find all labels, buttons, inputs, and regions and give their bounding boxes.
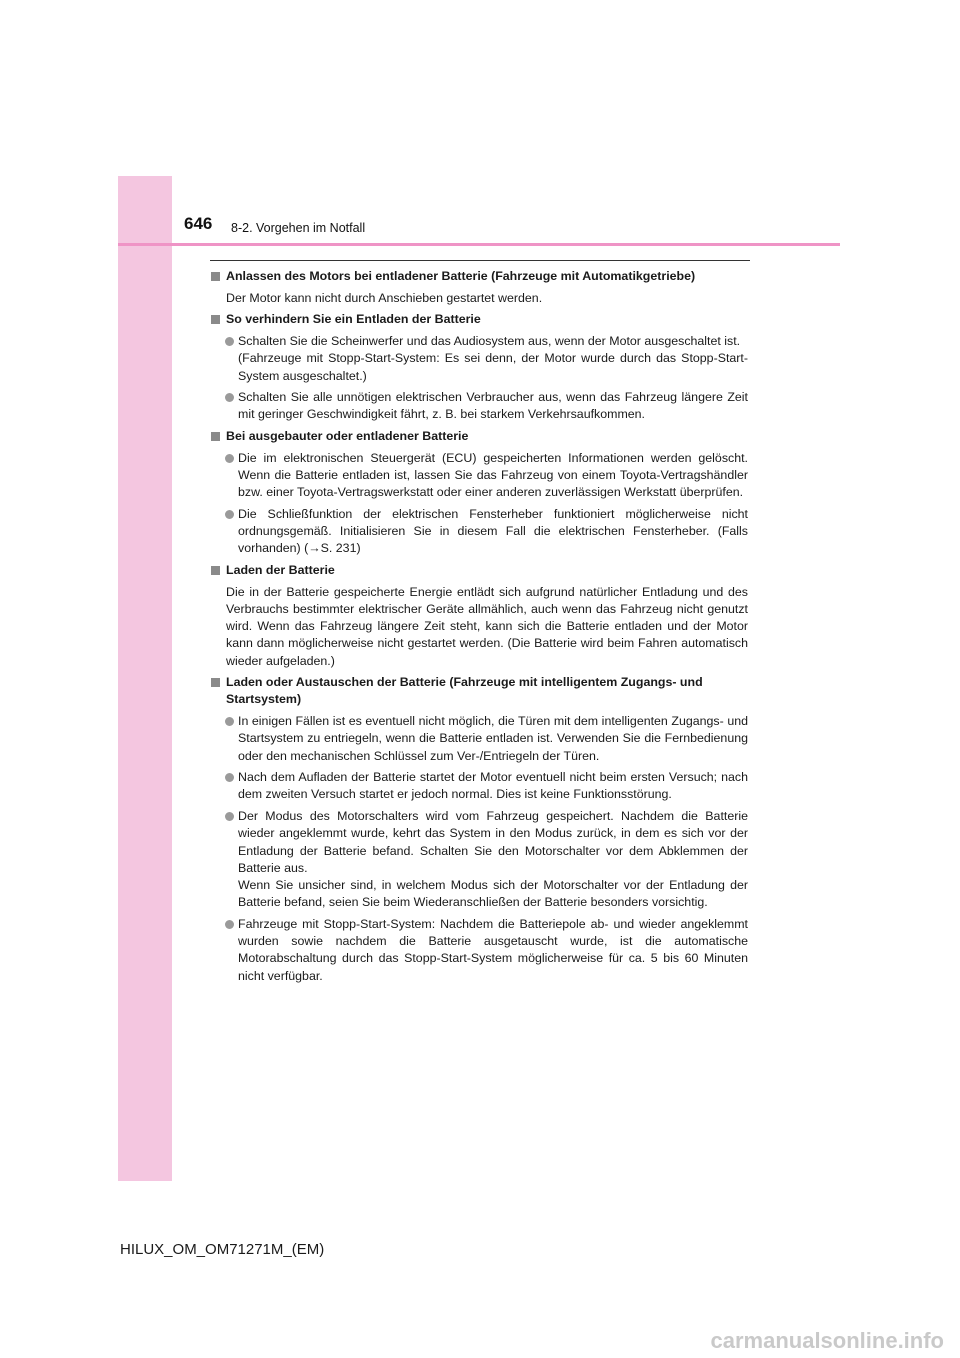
bullet-text: Schalten Sie alle unnötigen elektrischen Verbraucher aus, wenn das Fahrzeug längere Zeit mit geringer Geschwindigkeit fährt, z. B. bei starkem Verkehrsaufkommen. <box>238 390 748 422</box>
bullet-text: Schalten Sie die Scheinwerfer und das Audiosystem aus, wenn der Motor ausgeschaltet ist. (Fahrzeuge mit Stopp-Start-System: Es sei denn, der Motor wurde durch das Stopp-Start-System ausgeschaltet.) <box>238 334 748 383</box>
note-heading-text: So verhindern Sie ein Entladen der Batterie <box>226 312 481 327</box>
bullet-item <box>210 769 748 803</box>
round-bullet-icon <box>225 812 234 821</box>
content-body <box>210 268 748 989</box>
square-bullet-icon <box>211 678 220 687</box>
side-color-band <box>118 176 172 1181</box>
round-bullet-icon <box>225 393 234 402</box>
round-bullet-icon <box>225 337 234 346</box>
note-section <box>210 311 748 423</box>
bullet-text: Fahrzeuge mit Stopp-Start-System: Nachdem die Batteriepole ab- und wieder angeklemmt wurden sowie nachdem die Batterie ausgetauscht wurde, ist die automatische Motorabschaltung durch das Stopp-Start-System möglicherweise für ca. 5 bis 60 Minuten nicht verfügbar. <box>238 916 748 983</box>
page-header <box>118 176 840 244</box>
note-heading <box>210 428 748 445</box>
round-bullet-icon <box>225 773 234 782</box>
square-bullet-icon <box>211 272 220 281</box>
square-bullet-icon <box>211 432 220 441</box>
bullet-item <box>210 389 748 423</box>
round-bullet-icon <box>225 510 234 519</box>
note-heading-text: Laden oder Austauschen der Batterie (Fahrzeuge mit intelligentem Zugangs- und Startsystem) <box>226 675 703 707</box>
square-bullet-icon <box>211 315 220 324</box>
note-heading <box>210 674 748 708</box>
page-number: 646 <box>184 214 213 233</box>
bullet-text: Die Schließfunktion der elektrischen Fensterheber funktioniert möglicherweise nicht ordnungsgemäß. Initialisieren Sie in diesem Fall die elektrischen Fensterheber. (Falls vorhanden) (→S. 231) <box>238 506 748 556</box>
bullet-text: In einigen Fällen ist es eventuell nicht möglich, die Türen mit dem intelligenten Zugangs- und Startsystem zu entriegeln, wenn die Batterie entladen ist. Verwenden Sie die Fernbedienung oder den mechanischen Schlüssel zum Ver-/Entriegeln der Türen. <box>238 714 748 763</box>
note-heading <box>210 268 748 285</box>
bullet-text: Nach dem Aufladen der Batterie startet der Motor eventuell nicht beim ersten Versuch; nach dem zweiten Versuch startet er jedoch normal. Dies ist keine Funktionsstörung. <box>238 770 748 802</box>
header-accent-rule <box>118 243 840 246</box>
round-bullet-icon <box>225 717 234 726</box>
footer-doc-id: HILUX_OM_OM71271M_(EM) <box>120 1241 325 1258</box>
note-heading-text: Laden der Batterie <box>226 563 335 578</box>
note-section <box>210 268 748 307</box>
note-paragraph: Der Motor kann nicht durch Anschieben gestartet werden. <box>226 290 543 305</box>
bullet-item <box>210 808 748 911</box>
bullet-text: Die im elektronischen Steuergerät (ECU) gespeicherten Informationen werden gelöscht. Wenn die Batterie entladen ist, lassen Sie das Fahrzeug von einem Toyota-Vertragshändler bzw. einer Toyota-Vertragswerkstatt oder einer anderen zuverlässigen Werkstatt überprüfen. <box>238 450 748 500</box>
square-bullet-icon <box>211 566 220 575</box>
note-section <box>210 674 748 984</box>
section-title: 8-2. Vorgehen im Notfall <box>231 221 366 235</box>
note-section <box>210 428 748 557</box>
round-bullet-icon <box>225 920 234 929</box>
bullet-item <box>210 916 748 985</box>
bullet-item <box>210 506 748 558</box>
watermark: carmanualsonline.info <box>710 1328 944 1353</box>
bullet-item <box>210 713 748 765</box>
note-paragraph: Die in der Batterie gespeicherte Energie entlädt sich aufgrund natürlicher Entladung und des Verbrauchs bestimmter elektrischer Geräte allmählich, auch wenn das Fahrzeug nicht genutzt wird. Wenn das Fahrzeug längere Zeit steht, kann sich die Batterie entladen und der Motor kann dann möglicherweise nicht gestartet werden. (Die Batterie wird beim Fahren automatisch wieder aufgeladen.) <box>226 584 748 668</box>
note-section <box>210 562 748 670</box>
note-heading-text: Anlassen des Motors bei entladener Batterie (Fahrzeuge mit Automatikgetriebe) <box>226 269 696 283</box>
note-heading <box>210 562 748 579</box>
bullet-text: Der Modus des Motorschalters wird vom Fahrzeug gespeichert. Nachdem die Batterie wieder angeklemmt wurde, kehrt das System in den Modus zurück, in dem es sich vor der Entladung der Batterie befand. Schalten Sie den Motorschalter vor dem Abklemmen der Batterie aus. Wenn Sie unsicher sind, in welchem Modus sich der Motorschalter vor der Entladung der Batterie befand, seien Sie beim Wiederanschließen der Batterie besonders vorsichtig. <box>238 809 748 910</box>
bullet-item <box>210 450 748 502</box>
note-heading-text: Bei ausgebauter oder entladener Batterie <box>226 429 469 444</box>
note-heading <box>210 311 748 328</box>
content-top-rule <box>210 260 750 261</box>
round-bullet-icon <box>225 454 234 463</box>
bullet-item <box>210 333 748 385</box>
